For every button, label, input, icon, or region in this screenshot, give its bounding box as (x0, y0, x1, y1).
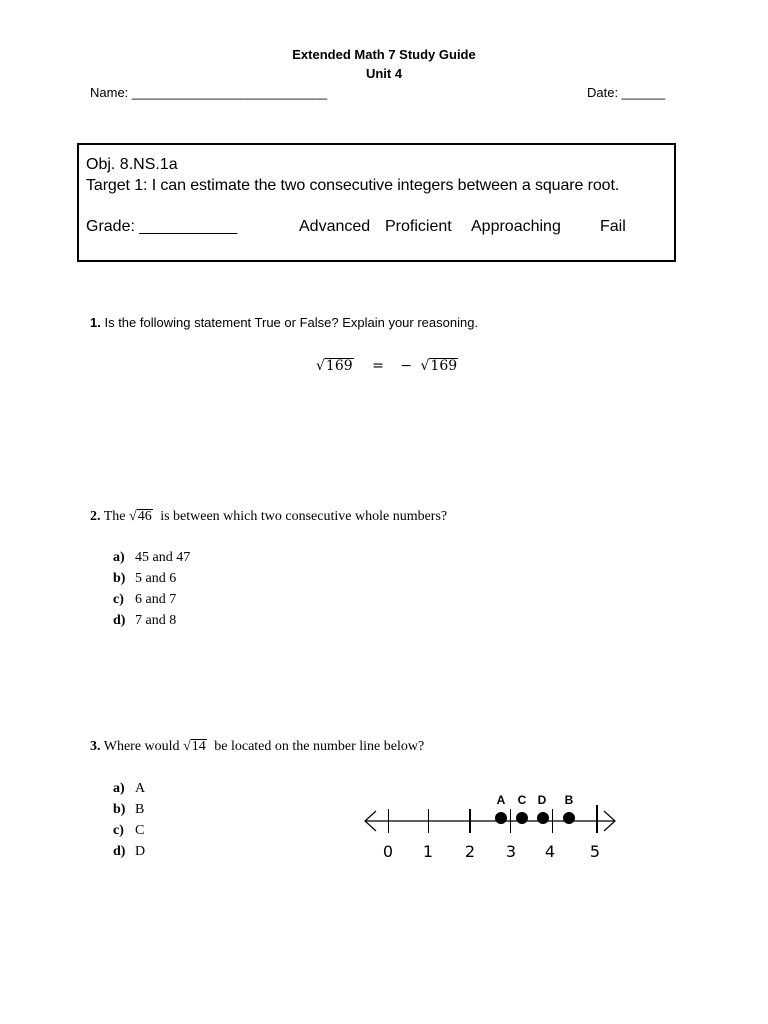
sqrt-169-left: √169 (316, 358, 353, 374)
page-title: Extended Math 7 Study Guide (292, 47, 476, 62)
label-5: 5 (589, 842, 601, 861)
point-a-label: A (496, 793, 506, 807)
label-0: 0 (382, 842, 394, 861)
tick-5 (596, 805, 598, 833)
label-1: 1 (422, 842, 434, 861)
question-2-option-c[interactable]: c) 6 and 7 (113, 592, 177, 607)
question-3-option-d[interactable]: d) D (113, 844, 146, 859)
point-d (537, 812, 549, 824)
label-4: 4 (544, 842, 556, 861)
question-2: 2. The √46 is between which two consecutive whole numbers? (90, 509, 448, 524)
question-2-number: 2. (90, 509, 101, 524)
level-advanced: Advanced (299, 218, 371, 235)
left-arrow-icon (365, 811, 376, 831)
point-c (516, 812, 528, 824)
point-b (563, 812, 575, 824)
tick-2 (469, 809, 471, 833)
grade-field[interactable]: Grade: ___________ (86, 218, 238, 235)
question-3-option-a[interactable]: a) A (113, 781, 146, 796)
question-1 (90, 315, 478, 330)
question-2-option-d[interactable]: d) 7 and 8 (113, 613, 177, 628)
sqrt-46: √46 (129, 509, 152, 524)
question-3-option-b[interactable]: b) B (113, 802, 145, 817)
sqrt-14: √14 (183, 739, 206, 754)
objective-code: Obj. 8.NS.1a (86, 156, 178, 173)
unit-title: Unit 4 (365, 66, 403, 81)
tick-1 (428, 809, 429, 833)
label-2: 2 (464, 842, 476, 861)
sqrt-169-right: √169 (420, 358, 458, 374)
question-1-number: 1. (90, 315, 101, 330)
date-field[interactable]: Date: ______ (587, 85, 666, 100)
question-3-option-c[interactable]: c) C (113, 823, 145, 838)
right-arrow-icon (604, 811, 615, 831)
point-b-label: B (564, 793, 574, 807)
tick-0 (388, 809, 389, 833)
question-2-option-b[interactable]: b) 5 and 6 (113, 571, 177, 586)
tick-4 (552, 809, 553, 833)
level-approaching: Approaching (471, 218, 561, 235)
name-field[interactable]: Name: ___________________________ (90, 85, 328, 100)
point-d-label: D (537, 793, 547, 807)
question-1-text: Is the following statement True or False? Explain your reasoning. (104, 315, 479, 330)
level-proficient: Proficient (385, 218, 452, 235)
question-3: 3. Where would √14 be located on the number line below? (90, 739, 425, 754)
question-1-equation: √169 = − √169 (316, 358, 458, 374)
point-c-label: C (517, 793, 527, 807)
point-a (495, 812, 507, 824)
question-2-option-a[interactable]: a) 45 and 47 (113, 550, 191, 565)
level-fail: Fail (600, 218, 626, 235)
question-3-number: 3. (90, 739, 101, 754)
objective-target: Target 1: I can estimate the two consecutive integers between a square root. (86, 177, 620, 194)
label-3: 3 (505, 842, 517, 861)
tick-3 (510, 809, 511, 833)
